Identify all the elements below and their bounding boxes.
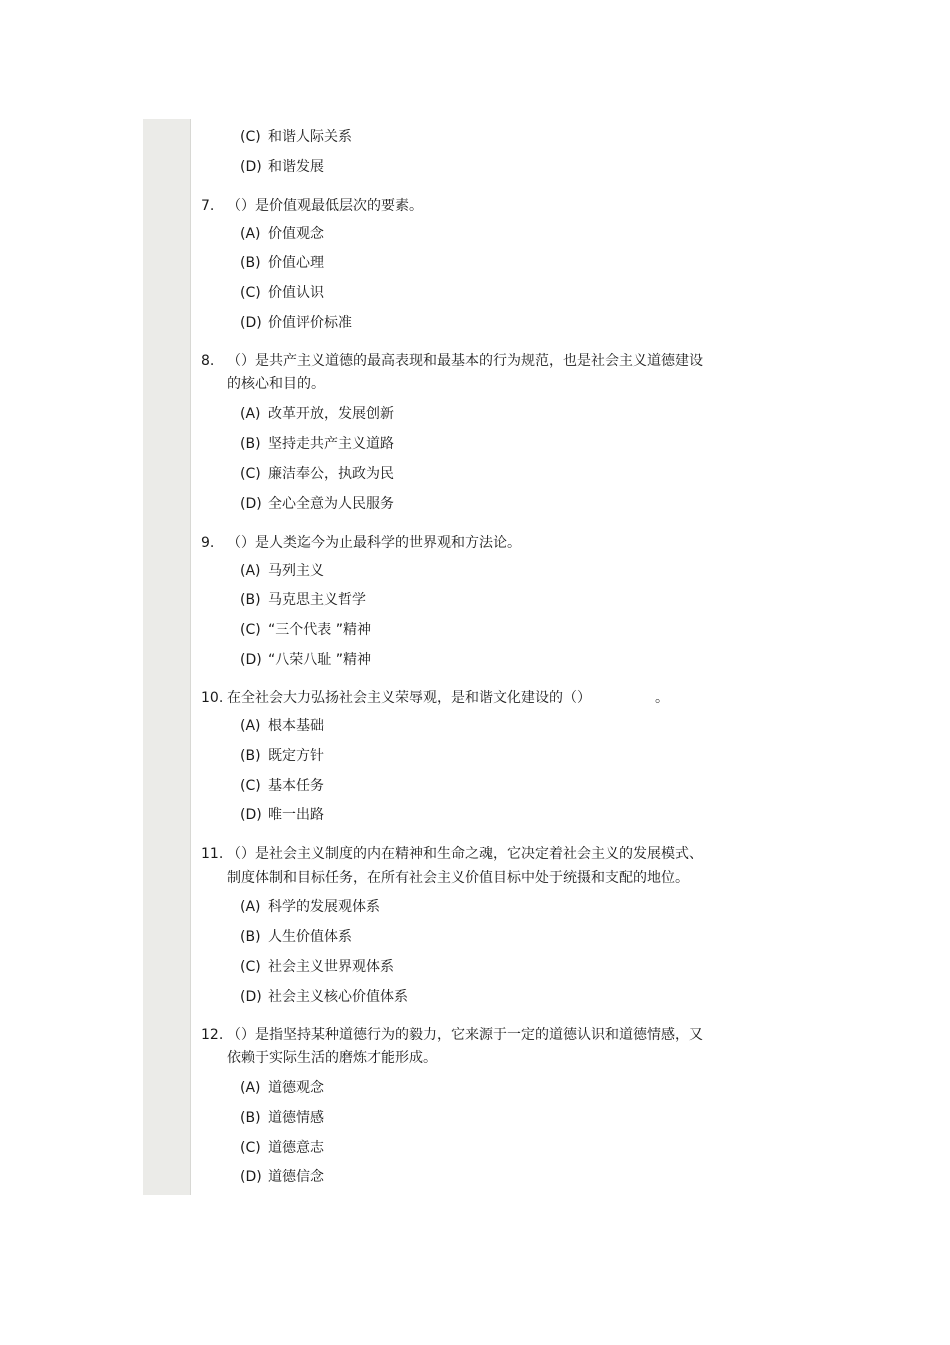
option-text: 价值心理	[268, 255, 324, 271]
option-label: (D)	[240, 807, 262, 823]
question-number: 8.	[201, 353, 215, 369]
question-text: 的核心和目的。	[227, 376, 325, 392]
question-number: 9.	[201, 535, 215, 551]
option-text: 道德观念	[268, 1080, 324, 1096]
option-label: (B)	[240, 929, 261, 945]
question-text: 在全社会大力弘扬社会主义荣辱观，是和谐文化建设的（）	[227, 690, 591, 706]
option-label: (A)	[240, 899, 261, 915]
question-text: 依赖于实际生活的磨炼才能形成。	[227, 1050, 437, 1066]
question-number: 11.	[201, 846, 224, 862]
option-text: 和谐人际关系	[268, 129, 352, 145]
option-label: (B)	[240, 592, 261, 608]
option-label: (D)	[240, 496, 262, 512]
option-label: (B)	[240, 1110, 261, 1126]
option-label: (B)	[240, 436, 261, 452]
option-label: (D)	[240, 315, 262, 331]
option-text: 科学的发展观体系	[268, 899, 380, 915]
option-text: 人生价值体系	[268, 929, 352, 945]
option-text: 马克思主义哲学	[268, 592, 366, 608]
option-label: (C)	[240, 466, 261, 482]
option-text: 改革开放，发展创新	[268, 406, 394, 422]
option-text: “八荣八耻 ”精神	[268, 652, 371, 668]
option-label: (C)	[240, 959, 261, 975]
option-label: (D)	[240, 652, 262, 668]
option-label: (A)	[240, 1080, 261, 1096]
question-number: 7.	[201, 198, 215, 214]
option-label: (C)	[240, 778, 261, 794]
option-text: 价值观念	[268, 226, 324, 242]
option-label: (C)	[240, 622, 261, 638]
option-text: 和谐发展	[268, 159, 324, 175]
option-text: 根本基础	[268, 718, 324, 734]
option-label: (A)	[240, 563, 261, 579]
question-text: 制度体制和目标任务，在所有社会主义价值目标中处于统摄和支配的地位。	[227, 870, 689, 886]
option-text: 道德情感	[268, 1110, 324, 1126]
option-label: (D)	[240, 159, 262, 175]
question-text: （）是社会主义制度的内在精神和生命之魂，它决定着社会主义的发展模式、	[227, 846, 703, 862]
question-text-end: 。	[655, 690, 669, 706]
option-label: (C)	[240, 129, 261, 145]
option-label: (B)	[240, 255, 261, 271]
option-text: 道德信念	[268, 1169, 324, 1185]
option-text: 唯一出路	[268, 807, 324, 823]
option-label: (D)	[240, 1169, 262, 1185]
option-text: 价值认识	[268, 285, 324, 301]
option-label: (A)	[240, 406, 261, 422]
option-text: 社会主义世界观体系	[268, 959, 394, 975]
option-text: 社会主义核心价值体系	[268, 989, 408, 1005]
question-text: （）是指坚持某种道德行为的毅力，它来源于一定的道德认识和道德情感，又	[227, 1027, 703, 1043]
question-text: （）是共产主义道德的最高表现和最基本的行为规范，也是社会主义道德建设	[227, 353, 703, 369]
question-number: 10.	[201, 690, 224, 706]
option-text: 廉洁奉公，执政为民	[268, 466, 394, 482]
option-text: 全心全意为人民服务	[268, 496, 394, 512]
option-text: 坚持走共产主义道路	[268, 436, 394, 452]
question-text: （）是价值观最低层次的要素。	[227, 198, 423, 214]
option-label: (A)	[240, 718, 261, 734]
option-label: (C)	[240, 1140, 261, 1156]
option-label: (B)	[240, 748, 261, 764]
option-text: 价值评价标准	[268, 315, 352, 331]
option-text: 道德意志	[268, 1140, 324, 1156]
option-label: (A)	[240, 226, 261, 242]
option-label: (C)	[240, 285, 261, 301]
question-text: （）是人类迄今为止最科学的世界观和方法论。	[227, 535, 521, 551]
question-number: 12.	[201, 1027, 224, 1043]
option-text: 马列主义	[268, 563, 324, 579]
option-text: 基本任务	[268, 778, 324, 794]
option-text: “三个代表 ”精神	[268, 622, 371, 638]
option-text: 既定方针	[268, 748, 324, 764]
option-label: (D)	[240, 989, 262, 1005]
